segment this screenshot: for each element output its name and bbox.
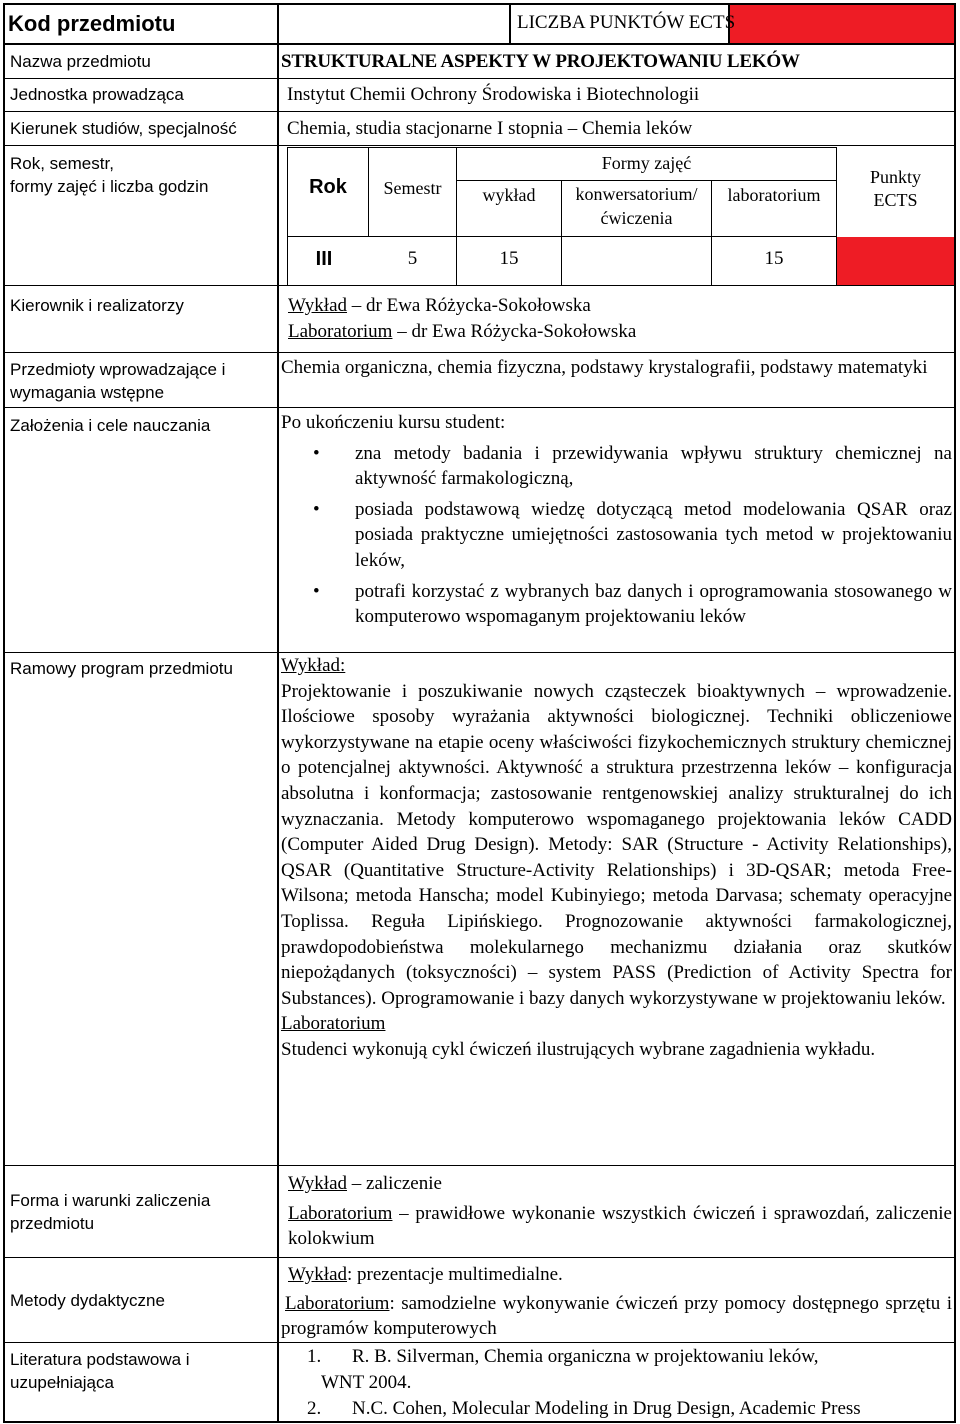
literature-line: R. B. Silverman, Chemia organiczna w projektowaniu leków,: [352, 1346, 819, 1367]
kierownik-lab-text: – dr Ewa Różycka-Sokołowska: [392, 320, 637, 342]
label-forma: Forma i warunki zaliczenia przedmiotu: [10, 1191, 211, 1233]
program-wyklad-heading: Wykład:: [281, 655, 346, 676]
literature-line: WNT 2004.: [321, 1372, 412, 1393]
kierownik-lab-label: Laboratorium: [288, 320, 393, 342]
objective-item: • zna metody badania i przewidywania wpływu struktury chemicznej na aktywność farmakologiczną,: [313, 442, 952, 490]
program-wyklad-text: Projektowanie i poszukiwanie nowych cząsteczek bioaktywnych – wprowadzenie. Ilościowe sposoby wyrażania aktywności biologicznej. Techniki obliczeniowe wykorzystywane na etapie oceny właściwości fizykochemicznych struktury chemicznej o potencjalnej aktywności. Aktywność a struktura przestrzenna leków – konfiguracja absolutna i konformacja; zastosowanie rentgenowskiej analizy strukturalnej do ich wyznaczania. Metody komputerowo wspomaganego projektowania leków CADD (Computer Aided Drug Design). Metody: SAR (Structure - Activity Relationships), QSAR (Quantitative Structure-Activity Relationships) i 3D-QSAR; metoda Free-Wilsona; metoda Hanscha; model Kubinyiego; metoda Darvasa; schematy operacyjne Toplissa. Reguła Lipińskiego. Prognozowanie aktywności farmakologicznej, prawdopodobieństwa molekularnego mechanizmu działania oraz skutków niepożądanych (toksyczności) – system PASS (Prediction of Activity Spectra for Substances). Oprogramowanie i bazy danych wykorzystywane w projektowaniu leków.: [281, 680, 952, 1009]
ects-header-label: LICZBA PUNKTÓW ECTS: [517, 12, 736, 33]
schedule-lab-value: 15: [764, 248, 784, 269]
bullet-icon: •: [313, 442, 320, 464]
label-metody: Metody dydaktyczne: [10, 1291, 165, 1310]
methods-lab-line: [281, 1291, 952, 1342]
label-zalozenia: Założenia i cele nauczania: [10, 416, 211, 435]
label-jednostka: Jednostka prowadząca: [10, 85, 184, 104]
unit-name: Instytut Chemii Ochrony Środowiska i Biotechnologii: [287, 84, 700, 105]
ects-header-fill: [730, 5, 954, 43]
literature-number: 1.: [307, 1346, 322, 1367]
schedule-formy-header: Formy zajęć: [601, 153, 692, 173]
methods-wyklad-label: Wykład: [288, 1264, 348, 1285]
literature-number: 2.: [307, 1398, 322, 1419]
program-block: [281, 653, 952, 1063]
objective-item: • posiada podstawową wiedzę dotyczącą metod modelowania QSAR oraz posiada praktyczne umiejętności zastosowania tych metod w projektowaniu leków,: [313, 498, 952, 571]
kod-przedmiotu-label: Kod przedmiotu: [8, 11, 176, 36]
methods-lab-label: Laboratorium: [285, 1292, 390, 1314]
methods-block: [281, 1262, 952, 1342]
label-ramowy: Ramowy program przedmiotu: [10, 659, 233, 678]
methods-wyklad-text: : prezentacje multimedialne.: [347, 1264, 563, 1285]
label-kierunek: Kierunek studiów, specjalność: [10, 119, 237, 138]
kierownik-block: [288, 293, 948, 344]
assessment-lab-label: Laboratorium: [288, 1202, 393, 1224]
literature-item: [281, 1396, 952, 1422]
bullet-icon: •: [313, 580, 320, 602]
kierownik-wyklad-line: [288, 293, 948, 319]
literature-line: N.C. Cohen, Molecular Modeling in Drug Design, Academic Press: [352, 1398, 861, 1419]
kierownik-lab-line: [288, 319, 948, 345]
kierownik-wyklad-label: Wykład: [288, 295, 348, 316]
objectives-block: [281, 410, 952, 635]
schedule-wyklad-header: wykład: [482, 185, 536, 205]
bullet-icon: •: [313, 498, 320, 520]
ects-value-fill: [837, 237, 954, 285]
course-name: STRUKTURALNE ASPEKTY W PROJEKTOWANIU LEKÓW: [281, 51, 800, 72]
prerequisites-text: Chemia organiczna, chemia fizyczna, podstawy krystalografii, podstawy matematyki: [281, 357, 928, 378]
schedule-rok-header: Rok: [309, 176, 347, 198]
label-kierownik: Kierownik i realizatorzy: [10, 296, 184, 315]
program-lab-text: Studenci wykonują cykl ćwiczeń ilustrujących wybrane zagadnienia wykładu.: [281, 1038, 876, 1060]
assessment-lab-line: [288, 1201, 952, 1252]
program-lab-heading: Laboratorium: [281, 1013, 386, 1035]
label-literatura: Literatura podstawowa i uzupełniająca: [10, 1350, 190, 1392]
literature-block: [281, 1344, 952, 1422]
field-of-study: Chemia, studia stacjonarne I stopnia – Chemia leków: [287, 118, 693, 139]
assessment-wyklad-label: Wykład: [288, 1173, 348, 1194]
schedule-konw-header: konwersatorium/ ćwiczenia: [575, 184, 698, 228]
objectives-list: [281, 441, 952, 630]
label-przedmioty: Przedmioty wprowadzające i wymagania wstępne: [10, 360, 226, 402]
assessment-wyklad-text: – zaliczenie: [347, 1173, 442, 1194]
assessment-wyklad-line: [288, 1171, 952, 1197]
objectives-intro: Po ukończeniu kursu student:: [281, 412, 506, 433]
schedule-punkty-header: Punkty ECTS: [869, 167, 921, 210]
kierownik-wyklad-text: – dr Ewa Różycka-Sokołowska: [347, 295, 591, 316]
assessment-block: [288, 1171, 952, 1252]
schedule-rok-value: III: [315, 248, 333, 270]
literature-item: [281, 1344, 952, 1396]
assessment-lab-text: – prawidłowe wykonanie wszystkich ćwiczeń i sprawozdań, zaliczenie kolokwium: [288, 1202, 952, 1250]
methods-lab-text: : samodzielne wykonywanie ćwiczeń przy pomocy dostępnego sprzętu i programów komputerowych: [281, 1292, 952, 1340]
objective-item: • potrafi korzystać z wybranych baz danych i oprogramowania stosowanego w komputerowo wspomaganym projektowaniu leków: [313, 580, 952, 628]
schedule-semestr-value: 5: [407, 248, 418, 269]
methods-wyklad-line: [281, 1262, 952, 1288]
label-nazwa: Nazwa przedmiotu: [10, 52, 151, 71]
schedule-lab-header: laboratorium: [727, 185, 821, 205]
label-rok: Rok, semestr, formy zajęć i liczba godzin: [10, 154, 209, 196]
schedule-wyklad-value: 15: [499, 248, 519, 269]
schedule-semestr-header: Semestr: [383, 178, 442, 198]
